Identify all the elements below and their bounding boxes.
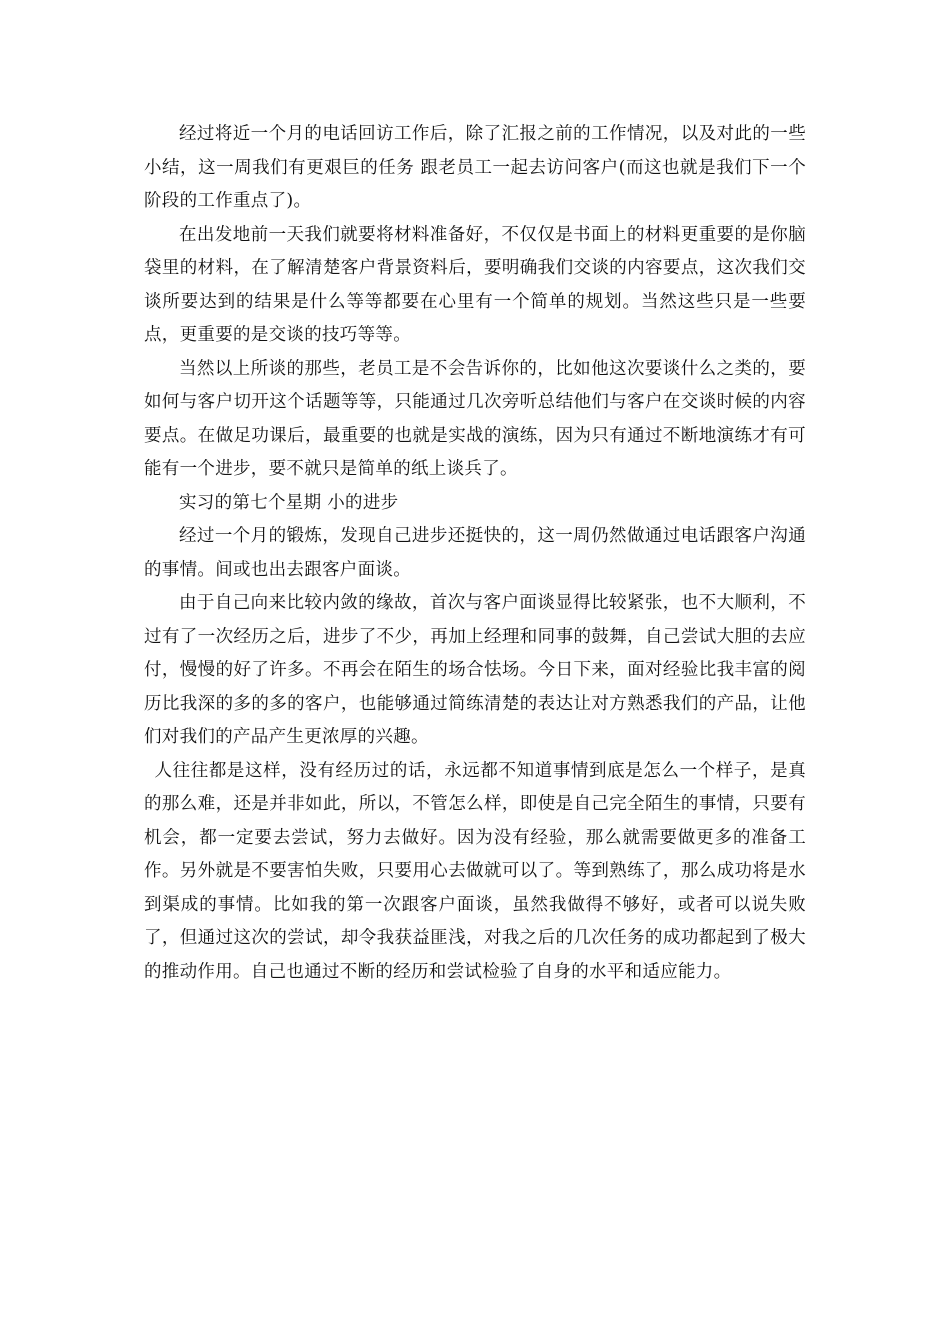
- paragraph-2: 在出发地前一天我们就要将材料准备好，不仅仅是书面上的材料更重要的是你脑袋里的材料，在了解清楚客户背景资料后，要明确我们交谈的内容要点，这次我们交谈所要达到的结果是什么等等都要在心里有一个简单的规划。当然这些只是一些要点，更重要的是交谈的技巧等等。: [144, 224, 806, 345]
- paragraph-5: 由于自己向来比较内敛的缘故，首次与客户面谈显得比较紧张，也不大顺利，不过有了一次经历之后，进步了不少，再加上经理和同事的鼓舞，自己尝试大胆的去应付，慢慢的好了许多。不再会在陌生的场合怯场。今日下来，面对经验比我丰富的阅历比我深的多的多的客户，也能够通过简练清楚的表达让对方熟悉我们的产品，让他们对我们的产品产生更浓厚的兴趣。: [144, 593, 806, 747]
- paragraph-4: 经过一个月的锻炼，发现自己进步还挺快的，这一周仍然做通过电话跟客户沟通的事情。间或也出去跟客户面谈。: [144, 526, 806, 580]
- paragraph-1: 经过将近一个月的电话回访工作后，除了汇报之前的工作情况，以及对此的一些小结，这一周我们有更艰巨的任务 跟老员工一起去访问客户(而这也就是我们下一个阶段的工作重点了)。: [144, 124, 806, 211]
- document-body: [144, 118, 806, 989]
- paragraph-3: 当然以上所谈的那些，老员工是不会告诉你的，比如他这次要谈什么之类的，要如何与客户切开这个话题等等，只能通过几次旁听总结他们与客户在交谈时候的内容要点。在做足功课后，最重要的也就是实战的演练，因为只有通过不断地演练才有可能有一个进步，要不就只是简单的纸上谈兵了。: [144, 358, 806, 479]
- section-title: 实习的第七个星期 小的进步: [179, 492, 399, 513]
- paragraph-6: 人往往都是这样，没有经历过的话，永远都不知道事情到底是怎么一个样子，是真的那么难，还是并非如此，所以，不管怎么样，即使是自己完全陌生的事情，只要有机会，都一定要去尝试，努力去做好。因为没有经验，那么就需要做更多的准备工作。另外就是不要害怕失败，只要用心去做就可以了。等到熟练了，那么成功将是水到渠成的事情。比如我的第一次跟客户面谈，虽然我做得不够好，或者可以说失败了，但通过这次的尝试，却令我获益匪浅，对我之后的几次任务的成功都起到了极大的推动作用。自己也通过不断的经历和尝试检验了自身的水平和适应能力。: [144, 760, 806, 982]
